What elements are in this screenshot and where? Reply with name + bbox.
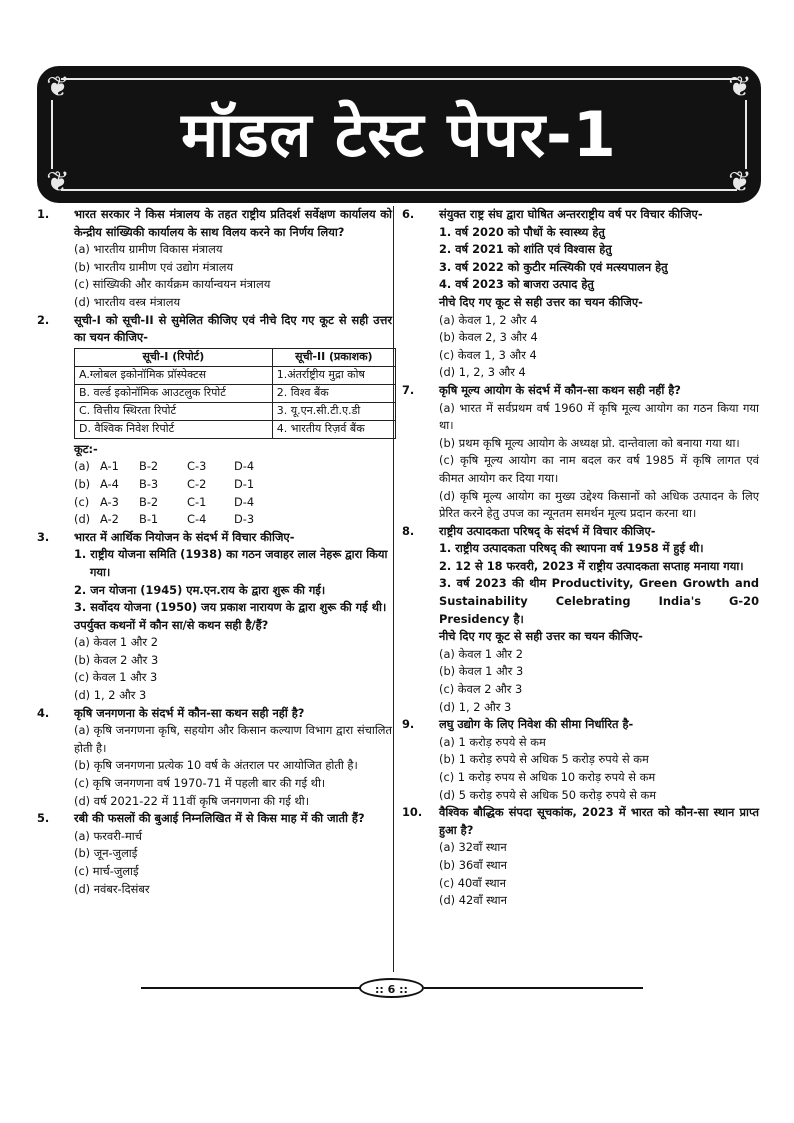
statement-1: 1. राष्ट्रीय उत्पादकता परिषद् की स्थापना वर्ष 1958 में हुई थी। <box>439 541 704 556</box>
statement-2: 2. जन योजना (1945) एम.एन.राय के द्वारा शुरू की गई। <box>74 582 326 597</box>
statement-1: 1. राष्ट्रीय योजना समिति (1938) का गठन जवाहर लाल नेहरू द्वारा किया गया। <box>74 547 388 579</box>
option-b: (b) जून-जुलाई <box>74 846 138 861</box>
column-divider <box>393 206 394 972</box>
statement-2: 2. वर्ष 2021 को शांति एवं विश्वास हेतु <box>439 242 612 257</box>
kut-letter: (c) <box>74 494 90 509</box>
option-c: (c) 1 करोड़ रुपय से अधिक 10 करोड़ रुपये से कम <box>439 770 656 784</box>
option-c: (c) केवल 1, 3 और 4 <box>439 347 537 362</box>
option-c: (c) केवल 1 और 3 <box>74 670 158 685</box>
kut-pair: A-3 <box>100 494 119 509</box>
question-number: 3. <box>37 529 50 544</box>
question-number: 9. <box>402 717 415 732</box>
option-c: (c) केवल 2 और 3 <box>439 682 523 697</box>
left-column <box>37 206 392 898</box>
question-stem: भारत में आर्थिक नियोजन के संदर्भ में विचार कीजिए- <box>74 529 295 544</box>
option-d: (d) नवंबर-दिसंबर <box>74 881 150 896</box>
question-number: 8. <box>402 523 415 538</box>
option-b: (b) केवल 2, 3 और 4 <box>439 330 538 345</box>
statement-3: 3. वर्ष 2022 को कुटीर मत्स्यिकी एवं मत्स्यपालन हेतु <box>439 259 668 274</box>
table-cell: A.ग्लोबल इकोनॉमिक प्रॉस्पेक्टस <box>75 366 273 384</box>
table-row <box>75 402 396 420</box>
question-9 <box>402 716 759 804</box>
option-d: (d) 1, 2 और 3 <box>439 699 512 714</box>
kut-option-b <box>74 476 392 494</box>
question-stem: सूची-I को सूची-II से सुमेलित कीजिए एवं नीचे दिए गए कूट से सही उत्तर का चयन कीजिए- <box>74 312 392 345</box>
table-cell: 3. यू.एन.सी.टी.ए.डी <box>272 402 395 420</box>
ornament-icon: ❦ <box>46 165 70 198</box>
statement-1: 1. वर्ष 2020 को पौधों के स्वास्थ्य हेतु <box>439 224 605 239</box>
table-row <box>75 420 396 438</box>
kut-pair: A-1 <box>100 459 119 474</box>
table-row <box>75 384 396 402</box>
statement-3: 3. वर्ष 2023 की थीम Productivity, Green Growth and Sustainability Celebrating India's G-20 Presidency है। <box>439 576 759 626</box>
option-a: (a) केवल 1, 2 और 4 <box>439 312 538 327</box>
question-10 <box>402 804 759 910</box>
option-a: (a) भारत में सर्वप्रथम वर्ष 1960 में कृषि मूल्य आयोग का गठन किया गया था। <box>439 400 759 433</box>
option-b: (b) केवल 1 और 3 <box>439 664 524 679</box>
option-c: (c) कृषि मूल्य आयोग का नाम बदल कर वर्ष 1985 में कृषि लागत एवं कीमत आयोग कर दिया गया। <box>439 453 759 485</box>
option-a: (a) 32वाँ स्थान <box>439 840 507 855</box>
question-number: 2. <box>37 312 50 327</box>
table-header: सूची-II (प्रकाशक) <box>272 348 395 366</box>
table-cell: 4. भारतीय रिज़र्व बैंक <box>272 420 395 438</box>
question-stem: कृषि मूल्य आयोग के संदर्भ में कौन-सा कथन सही नहीं है? <box>439 382 681 397</box>
ornament-icon: ❦ <box>46 70 70 103</box>
kut-pair: B-3 <box>139 476 159 491</box>
kut-pair: B-2 <box>139 459 159 474</box>
table-cell: B. वर्ल्ड इकोनॉमिक आउटलुक रिपोर्ट <box>75 384 273 402</box>
question-number: 7. <box>402 382 415 397</box>
question-3 <box>37 529 392 705</box>
table-header: सूची-I (रिपोर्ट) <box>75 348 273 366</box>
statement-3: 3. सर्वोदय योजना (1950) जय प्रकाश नारायण के द्वारा शुरू की गई थी। <box>74 600 387 615</box>
option-d: (d) 42वाँ स्थान <box>439 893 507 908</box>
question-stem: राष्ट्रीय उत्पादकता परिषद् के संदर्भ में विचार कीजिए- <box>439 523 656 538</box>
statement-4: 4. वर्ष 2023 को बाजरा उत्पाद हेतु <box>439 277 594 292</box>
option-c: (c) कृषि जनगणना वर्ष 1970-71 में पहली बार की गई थी। <box>74 776 326 791</box>
option-c: (c) सांख्यिकी और कार्यक्रम कार्यान्वयन मंत्रालय <box>74 277 271 292</box>
kut-pair: C-1 <box>187 494 207 509</box>
question-stem: वैश्विक बौद्धिक संपदा सूचकांक, 2023 में भारत को कौन-सा स्थान प्राप्त हुआ है? <box>439 805 759 837</box>
kut-pair: D-3 <box>234 512 255 527</box>
kut-label: कूट:- <box>74 441 98 456</box>
option-c: (c) 40वाँ स्थान <box>439 875 506 890</box>
question-stem: भारत सरकार ने किस मंत्रालय के तहत राष्ट्रीय प्रतिदर्श सर्वेक्षण कार्यालय को केन्द्रीय सांख्यिकी कार्यालय के साथ विलय करने का निर्णय लिया? <box>74 207 392 239</box>
kut-option-a <box>74 458 392 476</box>
question-7 <box>402 382 759 523</box>
title-banner <box>37 66 761 203</box>
option-a: (a) भारतीय ग्रामीण विकास मंत्रालय <box>74 242 223 257</box>
kut-pair: D-1 <box>234 476 255 491</box>
table-cell: D. वैश्विक निवेश रिपोर्ट <box>75 420 273 438</box>
option-d: (d) 5 करोड़ रुपये से अधिक 50 करोड़ रुपये से कम <box>439 787 657 802</box>
right-column <box>402 206 759 910</box>
table-cell: 1.अंतर्राष्ट्रीय मुद्रा कोष <box>272 366 395 384</box>
option-a: (a) केवल 1 और 2 <box>439 646 523 661</box>
option-b: (b) 36वाँ स्थान <box>439 857 507 872</box>
option-c: (c) मार्च-जुलाई <box>74 864 139 878</box>
kut-pair: D-4 <box>234 459 255 474</box>
sub-question: उपर्युक्त कथनों में कौन सा/से कथन सही है/हैं? <box>74 617 269 632</box>
statement-2: 2. 12 से 18 फरवरी, 2023 में राष्ट्रीय उत्पादकता सप्ताह मनाया गया। <box>439 558 744 573</box>
table-cell: C. वित्तीय स्थिरता रिपोर्ट <box>75 402 273 420</box>
kut-pair: C-2 <box>187 476 207 491</box>
question-stem: लघु उद्योग के लिए निवेश की सीमा निर्धारित है- <box>439 717 634 732</box>
kut-pair: A-4 <box>100 476 119 491</box>
kut-pair: B-1 <box>139 512 159 527</box>
sub-question: नीचे दिए गए कूट से सही उत्तर का चयन कीजिए- <box>439 629 643 644</box>
kut-pair: C-3 <box>187 459 207 474</box>
option-b: (b) भारतीय ग्रामीण एवं उद्योग मंत्रालय <box>74 259 234 274</box>
option-a: (a) केवल 1 और 2 <box>74 635 158 650</box>
question-5 <box>37 810 392 898</box>
kut-letter: (d) <box>74 512 91 527</box>
question-6 <box>402 206 759 382</box>
footer-rule-left <box>141 987 360 989</box>
sub-question: नीचे दिए गए कूट से सही उत्तर का चयन कीजिए- <box>439 294 643 309</box>
kut-pair: C-4 <box>187 512 207 527</box>
option-b: (b) कृषि जनगणना प्रत्येक 10 वर्ष के अंतराल पर आयोजित होती है। <box>74 758 358 773</box>
question-stem: कृषि जनगणना के संदर्भ में कौन-सा कथन सही नहीं है? <box>74 705 305 720</box>
question-number: 1. <box>37 207 50 221</box>
page-number: :: 6 :: <box>359 978 424 998</box>
page-title: मॉडल टेस्ट पेपर-1 <box>181 98 617 171</box>
kut-option-c <box>74 494 392 512</box>
option-d: (d) वर्ष 2021-22 में 11वीं कृषि जनगणना की गई थी। <box>74 793 310 808</box>
kut-pair: B-2 <box>139 494 159 509</box>
question-1 <box>37 206 392 312</box>
ornament-icon: ❦ <box>728 165 752 198</box>
question-number: 10. <box>402 805 423 820</box>
match-table <box>74 348 396 439</box>
option-b: (b) 1 करोड़ रुपये से अधिक 5 करोड़ रुपये से कम <box>439 752 649 767</box>
question-stem: संयुक्त राष्ट्र संघ द्वारा घोषित अन्तरराष्ट्रीय वर्ष पर विचार कीजिए- <box>439 207 703 221</box>
question-number: 4. <box>37 705 50 720</box>
option-b: (b) केवल 2 और 3 <box>74 652 159 667</box>
table-row <box>75 366 396 384</box>
ornament-icon: ❦ <box>728 70 752 103</box>
question-8 <box>402 523 759 717</box>
kut-pair: A-2 <box>100 512 119 527</box>
question-4 <box>37 705 392 811</box>
option-a: (a) 1 करोड़ रुपये से कम <box>439 734 546 749</box>
question-2 <box>37 312 392 529</box>
option-b: (b) प्रथम कृषि मूल्य आयोग के अध्यक्ष प्रो. दान्तेवाला को बनाया गया था। <box>439 435 740 450</box>
table-cell: 2. विश्व बैंक <box>272 384 395 402</box>
option-d: (d) 1, 2 और 3 <box>74 688 147 703</box>
footer-rule-right <box>424 987 643 989</box>
option-d: (d) कृषि मूल्य आयोग का मुख्य उद्देश्य किसानों को अधिक उत्पादन के लिए प्रेरित करने हेतु उपज का न्यूनतम समर्थन मूल्य प्रदान करना था। <box>439 488 759 521</box>
option-a: (a) कृषि जनगणना कृषि, सहयोग और किसान कल्याण विभाग द्वारा संचालित होती है। <box>74 723 392 755</box>
question-stem: रबी की फसलों की बुआई निम्नलिखित में से किस माह में की जाती हैं? <box>74 811 365 826</box>
question-number: 5. <box>37 811 50 826</box>
kut-letter: (a) <box>74 459 90 474</box>
option-d: (d) भारतीय वस्त्र मंत्रालय <box>74 294 181 309</box>
question-number: 6. <box>402 207 415 221</box>
option-a: (a) फरवरी-मार्च <box>74 828 142 843</box>
kut-pair: D-4 <box>234 494 255 509</box>
kut-option-d <box>74 511 392 529</box>
kut-letter: (b) <box>74 476 91 491</box>
option-d: (d) 1, 2, 3 और 4 <box>439 365 526 380</box>
